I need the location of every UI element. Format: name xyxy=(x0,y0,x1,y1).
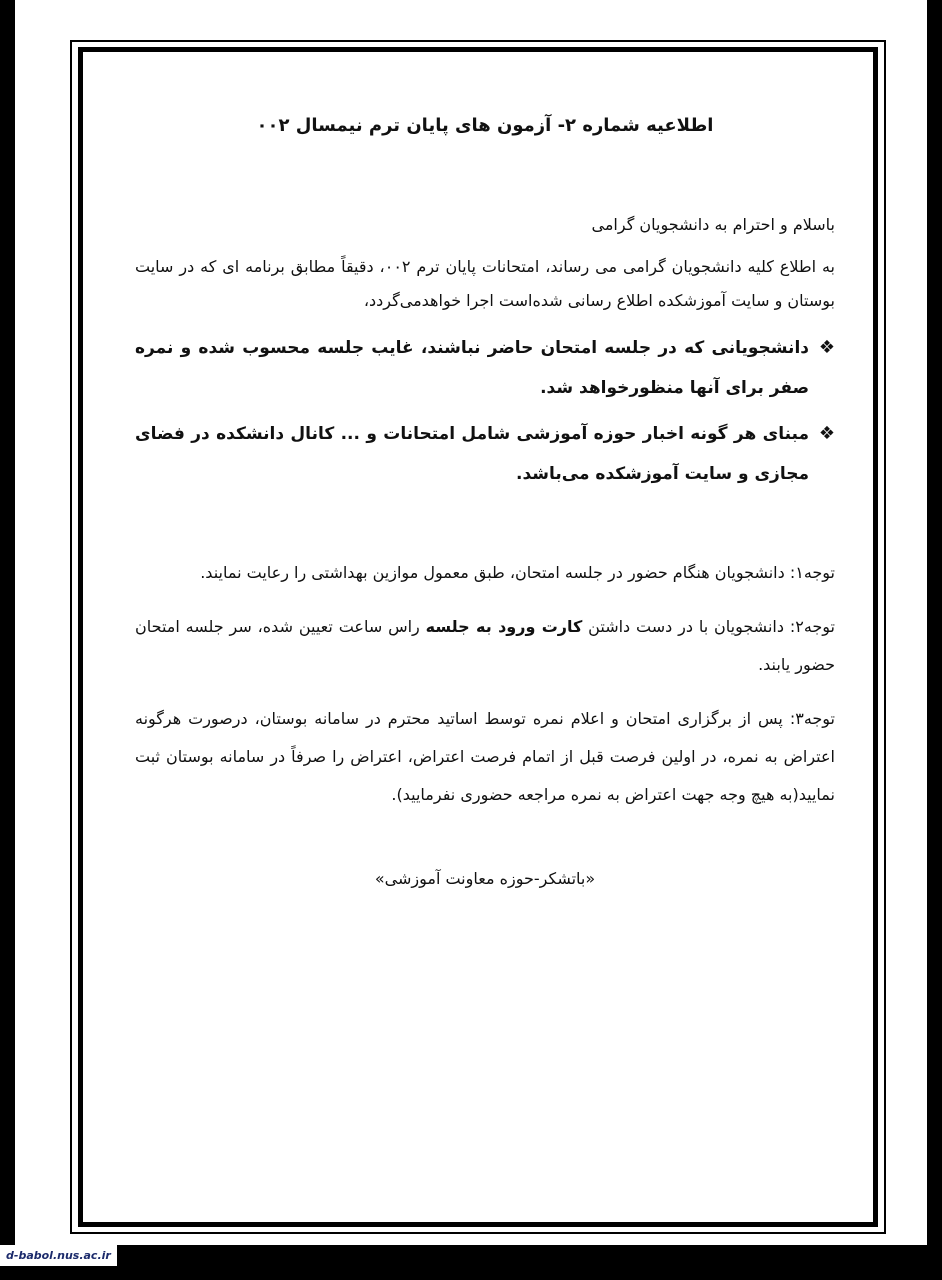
greeting-text: باسلام و احترام به دانشجویان گرامی xyxy=(591,215,835,234)
bullet-item xyxy=(135,414,835,494)
note-2-start: توجه۲: دانشجویان با در دست داشتن xyxy=(582,617,835,636)
announcement-title: اطلاعیه شماره ۲- آزمون های پایان ترم نیمسال ۰۰۲ xyxy=(256,115,714,136)
signature: «باتشکر-حوزه معاونت آموزشی» xyxy=(374,869,596,888)
note-2-end: راس ساعت تعیین شده، سر جلسه امتحان حضور یابند. xyxy=(135,617,835,674)
diamond-bullet-icon: ❖ xyxy=(818,337,835,358)
document-page xyxy=(15,0,927,1245)
note-3: توجه۳: پس از برگزاری امتحان و اعلام نمره توسط اساتید محترم در سامانه بوستان، درصورت هرگونه اعتراض به نمره، در اولین فرصت قبل از اتمام فرصت اعتراض، اعتراض را صرفاً در سامانه بوستان ثبت نمایید(به هیچ وجه جهت اعتراض به نمره مراجعه حضوری نفرمایید). xyxy=(135,709,835,804)
diamond-bullet-icon: ❖ xyxy=(818,423,835,444)
note-1: توجه۱: دانشجویان هنگام حضور در جلسه امتحان، طبق معمول موازین بهداشتی را رعایت نمایند. xyxy=(200,563,835,582)
bullet-text: مبنای هر گونه اخبار حوزه آموزشی شامل امتحانات و ... کانال دانشکده در فضای مجازی و سایت آموزشکده می‌باشد. xyxy=(135,424,809,484)
note-2 xyxy=(135,608,835,684)
note-2-bold: کارت ورود به جلسه xyxy=(425,617,583,636)
site-watermark: d-babol.nus.ac.ir xyxy=(0,1245,117,1266)
intro-paragraph: به اطلاع کلیه دانشجویان گرامی می رساند، امتحانات پایان ترم ۰۰۲، دقیقاً مطابق برنامه ای که در سایت بوستان و سایت آموزشکده اطلاع رسانی شده‌است اجرا خواهدمی‌گردد، xyxy=(135,257,835,310)
bullet-item xyxy=(135,328,835,408)
bullet-list xyxy=(135,328,835,494)
announcement-body xyxy=(135,110,835,912)
bullet-text: دانشجویانی که در جلسه امتحان حاضر نباشند، غایب جلسه محسوب شده و نمره صفر برای آنها منظورخواهد شد. xyxy=(135,338,809,398)
